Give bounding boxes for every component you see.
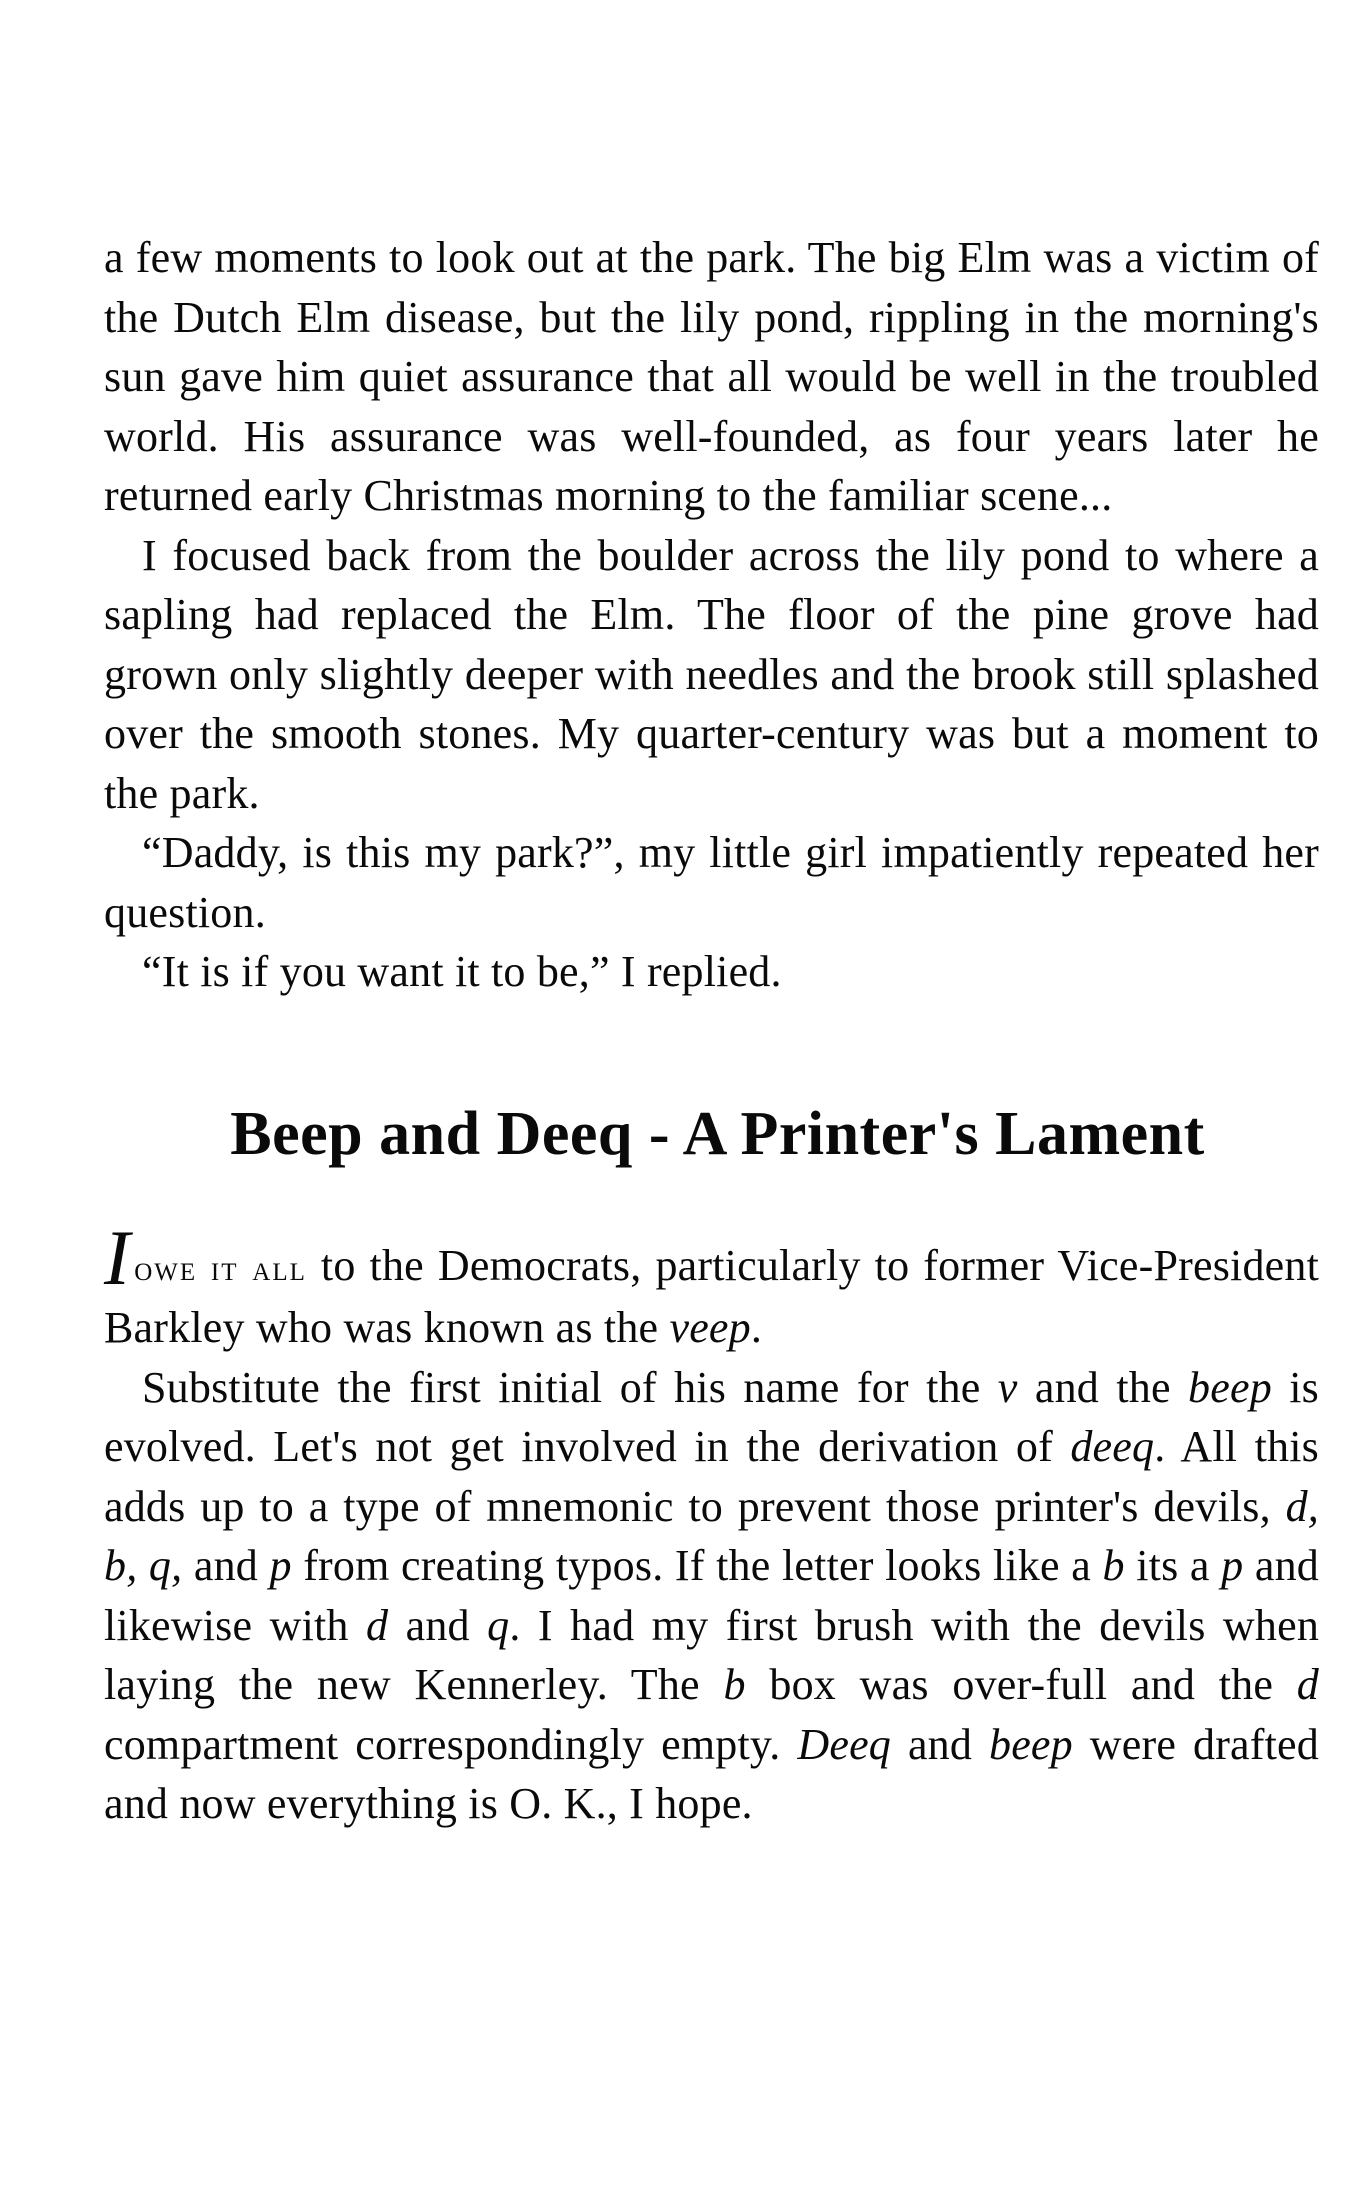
text-run: were drafted and now everything is O. K., I hope. [104,1719,1319,1828]
emphasis: p [1221,1541,1244,1590]
text-run: box was over-full and the [745,1660,1297,1709]
emphasis: deeq [1070,1422,1155,1471]
emphasis: v [997,1362,1018,1412]
first-paragraph [104,1213,1319,1358]
emphasis: d, b, q, [104,1481,1319,1590]
article-title: Beep and Deeq - A Printer's Lament [230,1099,1205,1168]
paragraph: I focused back from the boulder across the lily pond to where a sapling had replaced the Elm. The floor of the pine grove had grown only slightly deeper with needles and the brook still splashed over the smooth stones. My quarter-century was but a moment to the park. [104,530,1319,818]
text-run: its a [1124,1541,1222,1590]
second-paragraph [104,1358,1319,1834]
text-run: to the Democrats, particularly to former Vice-President Barkley who was known as the [104,1240,1319,1352]
emphasis: d [366,1600,389,1650]
text-run: and the [1017,1362,1189,1412]
text-run: and [388,1600,488,1650]
book-page [104,228,1319,1834]
emphasis: beep [1188,1362,1272,1412]
article-body [104,1213,1320,1834]
text-run: . All this adds up to a type of mnemonic to prevent those printer's devils, [104,1422,1319,1531]
text-run: . [750,1303,763,1352]
emphasis: beep [989,1719,1073,1769]
lead-in: owe it all [134,1247,307,1288]
drop-cap: I [104,1213,131,1301]
emphasis: veep [669,1303,751,1352]
text-run: from creating typos. If the letter looks like a [291,1541,1103,1590]
text-run: and [891,1719,989,1769]
emphasis: Deeq [797,1719,892,1769]
paragraph: “It is if you want it to be,” I replied. [142,947,782,996]
emphasis: q [487,1600,510,1650]
text-run: . I had my first brush with the devils when laying the new Kennerley. The [104,1600,1320,1709]
text-run: and likewise with [104,1541,1320,1650]
previous-story-ending [104,228,1319,1002]
text-run: Substitute the first initial of his name for the [142,1362,998,1412]
text-run: and [182,1541,270,1590]
emphasis: b [1102,1541,1125,1590]
paragraph: “Daddy, is this my park?”, my little girl impatiently repeated her question. [104,828,1319,937]
text-run: is evolved. Let's not get involved in the derivation of [104,1362,1320,1471]
emphasis: p [269,1541,292,1590]
emphasis: d [1296,1660,1319,1709]
emphasis: b [723,1660,746,1709]
paragraph: a few moments to look out at the park. The big Elm was a victim of the Dutch Elm disease, but the lily pond, rippling in the morning's sun gave him quiet assurance that all would be well in the troubled world. His assurance was well-founded, as four years later he returned early Christmas morning to the familiar scene... [104,233,1319,520]
text-run: compartment correspondingly empty. [104,1719,798,1769]
